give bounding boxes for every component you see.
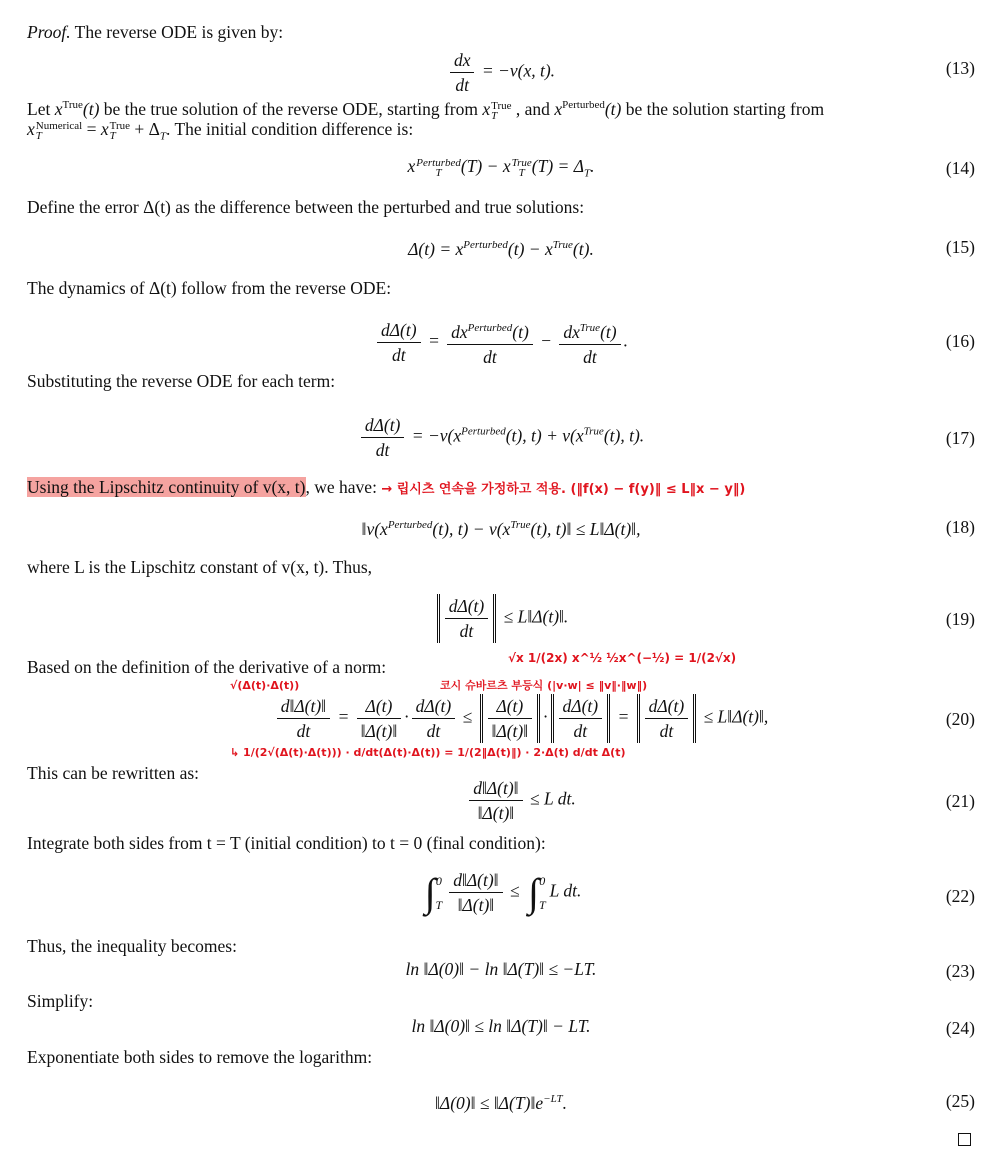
math-fragment: T (584, 167, 591, 180)
equation-14 (27, 155, 975, 181)
handwritten-annotation: √x 1/(2x) x^½ ½x^(−½) = 1/(2√x) (508, 651, 737, 665)
equation-21 (27, 776, 975, 826)
math-fragment: True (109, 119, 131, 132)
math-fragment: ≤ (462, 706, 473, 727)
math-fragment: Δ(t) (357, 694, 402, 719)
math-fragment: (t). (572, 238, 594, 259)
based-text: Based on the definition of the derivative of a norm: (27, 657, 387, 677)
math-fragment: (t) − x (507, 238, 553, 259)
math-fragment: = (427, 330, 440, 351)
math-fragment: ln ‖Δ(0)‖ ≤ ln ‖Δ(T)‖ − LT. (411, 1016, 591, 1036)
math-fragment: True (579, 322, 601, 334)
equation-19 (27, 594, 975, 644)
math-fragment: = (337, 706, 350, 727)
thus-text: Thus, the inequality becomes: (27, 936, 237, 956)
math-fragment: dΔ(t) (361, 413, 405, 438)
equation-13 (27, 48, 975, 95)
math-fragment: dx (451, 321, 468, 342)
equation-17 (27, 413, 975, 463)
math-fragment: ‖Δ(t)‖ (360, 721, 398, 741)
math-fragment: True (491, 99, 512, 112)
math-fragment: True (510, 519, 531, 531)
math-fragment: Perturbed (416, 156, 461, 169)
math-fragment: ≤ L dt. (529, 788, 576, 809)
rewritten-text: This can be rewritten as: (27, 763, 200, 783)
math-fragment: Perturbed (467, 322, 513, 334)
equation-22: ∫ 0 T $\frac{d‖\Delta(t)‖}{‖\Delta(t)‖}$ ≤ ∫ 0 T L dt. (22) (424, 869, 975, 915)
math-fragment: x (100, 119, 109, 139)
math-fragment: = (617, 706, 630, 727)
math-fragment: d‖Δ(t)‖ (449, 868, 502, 893)
equation-number: (23) (945, 961, 975, 981)
math-fragment: T (491, 109, 498, 122)
math-fragment: dΔ(t) (645, 694, 689, 719)
math-fragment: dt (391, 344, 406, 365)
math-fragment: . (590, 156, 595, 176)
math-fragment: T (518, 166, 525, 179)
math-fragment: True (552, 239, 573, 251)
equation-number: (19) (945, 609, 975, 629)
math-fragment: dt (426, 721, 441, 741)
math-fragment: x (554, 98, 563, 119)
math-fragment: dx (563, 321, 580, 342)
math-fragment: dt (459, 621, 474, 641)
math-fragment: = −v(x (411, 425, 462, 446)
math-fragment: dΔ(t) (445, 594, 489, 619)
math-fragment: be the solution starting from (621, 98, 825, 119)
math-fragment: ≤ (509, 880, 520, 901)
math-fragment: (t) (82, 98, 100, 119)
math-fragment: x (502, 156, 511, 176)
proof-label: Proof. (27, 22, 71, 42)
math-fragment: 0 (539, 873, 546, 888)
math-fragment: dt (296, 721, 311, 741)
dynamics-text: The dynamics of Δ(t) follow from the reverse ODE: (27, 278, 392, 298)
eq13-rhs: = −v(x, t). (481, 60, 556, 81)
define-text: Define the error Δ(t) as the difference between the perturbed and true solutions: (27, 197, 585, 217)
math-fragment: Let (27, 98, 55, 119)
math-fragment: −LT (543, 1093, 563, 1105)
math-fragment: Δ(t) = x (408, 238, 464, 259)
equation-number: (15) (945, 237, 975, 257)
qed-box-icon (958, 1133, 971, 1146)
equation-25 (27, 1088, 975, 1114)
math-fragment: dt (375, 440, 390, 460)
math-fragment: x (482, 98, 491, 119)
math-fragment: (t), t) + v(x (505, 425, 584, 446)
math-fragment: · (543, 706, 548, 727)
proof-text: The reverse ODE is given by: (74, 22, 284, 42)
equation-18 (27, 514, 975, 540)
math-fragment: ‖Δ(0)‖ ≤ ‖Δ(T)‖e (435, 1092, 544, 1113)
math-fragment: ‖v(x (361, 518, 388, 539)
math-fragment: + Δ (130, 119, 160, 139)
equation-number: (18) (945, 517, 975, 537)
math-fragment: Perturbed (463, 239, 508, 251)
math-fragment: x (54, 98, 63, 119)
equation-16 (27, 316, 975, 366)
proof-intro (27, 21, 975, 43)
math-fragment: . (623, 330, 628, 351)
equation-number: (20) (945, 709, 975, 729)
math-fragment: T (159, 130, 167, 143)
math-fragment: ≤ L‖Δ(t)‖. (503, 606, 569, 627)
eq13-denominator: dt (455, 75, 470, 95)
equation-23 (27, 958, 975, 984)
math-fragment: dΔ(t) (412, 694, 456, 719)
math-fragment: d‖Δ(t)‖ (277, 694, 330, 719)
math-fragment: , we have: (305, 477, 377, 497)
equation-number: (13) (945, 58, 975, 78)
math-fragment: dt (573, 721, 588, 741)
math-fragment: x (407, 156, 416, 176)
math-fragment: x (27, 119, 35, 139)
math-fragment: , and (511, 98, 555, 119)
equation-number: (22) (945, 886, 975, 906)
math-fragment: . The initial condition difference is: (166, 119, 414, 139)
math-fragment: Numerical (35, 119, 83, 132)
let-line-1 (27, 94, 975, 121)
integrate-text: Integrate both sides from t = T (initial condition) to t = 0 (final condition): (27, 833, 546, 853)
math-fragment: be the true solution of the reverse ODE, starting from (99, 98, 483, 119)
math-fragment: d‖Δ(t)‖ (469, 776, 522, 801)
math-fragment: Perturbed (461, 425, 506, 438)
math-fragment: (t), t) − v(x (432, 518, 511, 539)
equation-24 (27, 1015, 975, 1041)
math-fragment: = (82, 119, 101, 139)
math-fragment: T (109, 129, 116, 142)
math-fragment: ‖Δ(t)‖ (457, 895, 495, 915)
equation-number: (24) (945, 1018, 975, 1038)
math-fragment: ≤ L‖Δ(t)‖, (703, 706, 769, 727)
equation-number: (17) (945, 428, 975, 448)
let-line-2 (27, 118, 975, 148)
highlighted-text: Using the Lipschitz continuity of v(x, t) (27, 477, 306, 497)
math-fragment: (t) (600, 321, 617, 342)
math-fragment: Perturbed (387, 519, 433, 531)
math-fragment: True (62, 99, 83, 111)
math-fragment: Δ(t) (488, 694, 533, 719)
math-fragment: (T) − (460, 156, 503, 176)
equation-20 (27, 694, 975, 744)
math-fragment: dt (583, 346, 597, 367)
equation-15 (27, 234, 975, 260)
equation-number: (21) (945, 791, 975, 811)
math-fragment: . (562, 1092, 567, 1113)
math-fragment: dΔ(t) (377, 318, 421, 343)
math-fragment: True (511, 156, 532, 169)
handwritten-annotation: → 립시츠 연속을 가정하고 적용. (‖f(x) − f(y)‖ ≤ L‖x − y‖) (381, 482, 746, 497)
handwritten-annotation: ↳ 1/(2√(Δ(t)·Δ(t))) · d/dt(Δ(t)·Δ(t)) = 1/(2‖Δ(t)‖) · 2·Δ(t) d/dt Δ(t) (230, 746, 626, 759)
math-fragment: T (538, 897, 546, 912)
math-fragment: (t), t)‖ ≤ L‖Δ(t)‖, (530, 518, 641, 539)
math-fragment: T (35, 129, 42, 142)
math-fragment: · (404, 706, 409, 727)
math-fragment: T (435, 897, 443, 912)
math-fragment: (T) = Δ (531, 156, 585, 176)
math-fragment: − (540, 330, 552, 351)
math-fragment: (t) (512, 321, 529, 342)
math-fragment: dΔ(t) (559, 694, 603, 719)
math-fragment: True (583, 425, 604, 438)
math-fragment: dt (659, 721, 674, 741)
math-fragment: (t) (604, 98, 622, 119)
math-fragment: Perturbed (562, 99, 605, 111)
where-text: where L is the Lipschitz constant of v(x, t). Thus, (27, 557, 373, 577)
equation-number: (16) (945, 331, 975, 351)
lipschitz-line (27, 476, 975, 498)
equation-number: (14) (945, 158, 975, 178)
handwritten-annotation: 코시 슈바르츠 부등식 (|v·w| ≤ ‖v‖·‖w‖) (440, 679, 648, 692)
math-fragment: 0 (435, 873, 442, 888)
math-fragment: ln ‖Δ(0)‖ − ln ‖Δ(T)‖ ≤ −LT. (405, 959, 597, 979)
math-fragment: (t), t). (603, 425, 645, 446)
math-fragment: ‖Δ(t)‖ (491, 721, 529, 741)
substituting-text: Substituting the reverse ODE for each term: (27, 371, 336, 391)
math-fragment: ‖Δ(t)‖ (477, 803, 515, 823)
exponentiate-text: Exponentiate both sides to remove the logarithm: (27, 1047, 373, 1067)
math-fragment: dt (483, 346, 497, 367)
eq13-numerator: dx (450, 48, 475, 73)
math-fragment: L dt. (549, 880, 582, 901)
simplify-text: Simplify: (27, 991, 94, 1011)
handwritten-annotation: √(Δ(t)·Δ(t)) (230, 679, 300, 692)
equation-number: (25) (945, 1091, 975, 1111)
math-fragment: T (435, 166, 442, 179)
